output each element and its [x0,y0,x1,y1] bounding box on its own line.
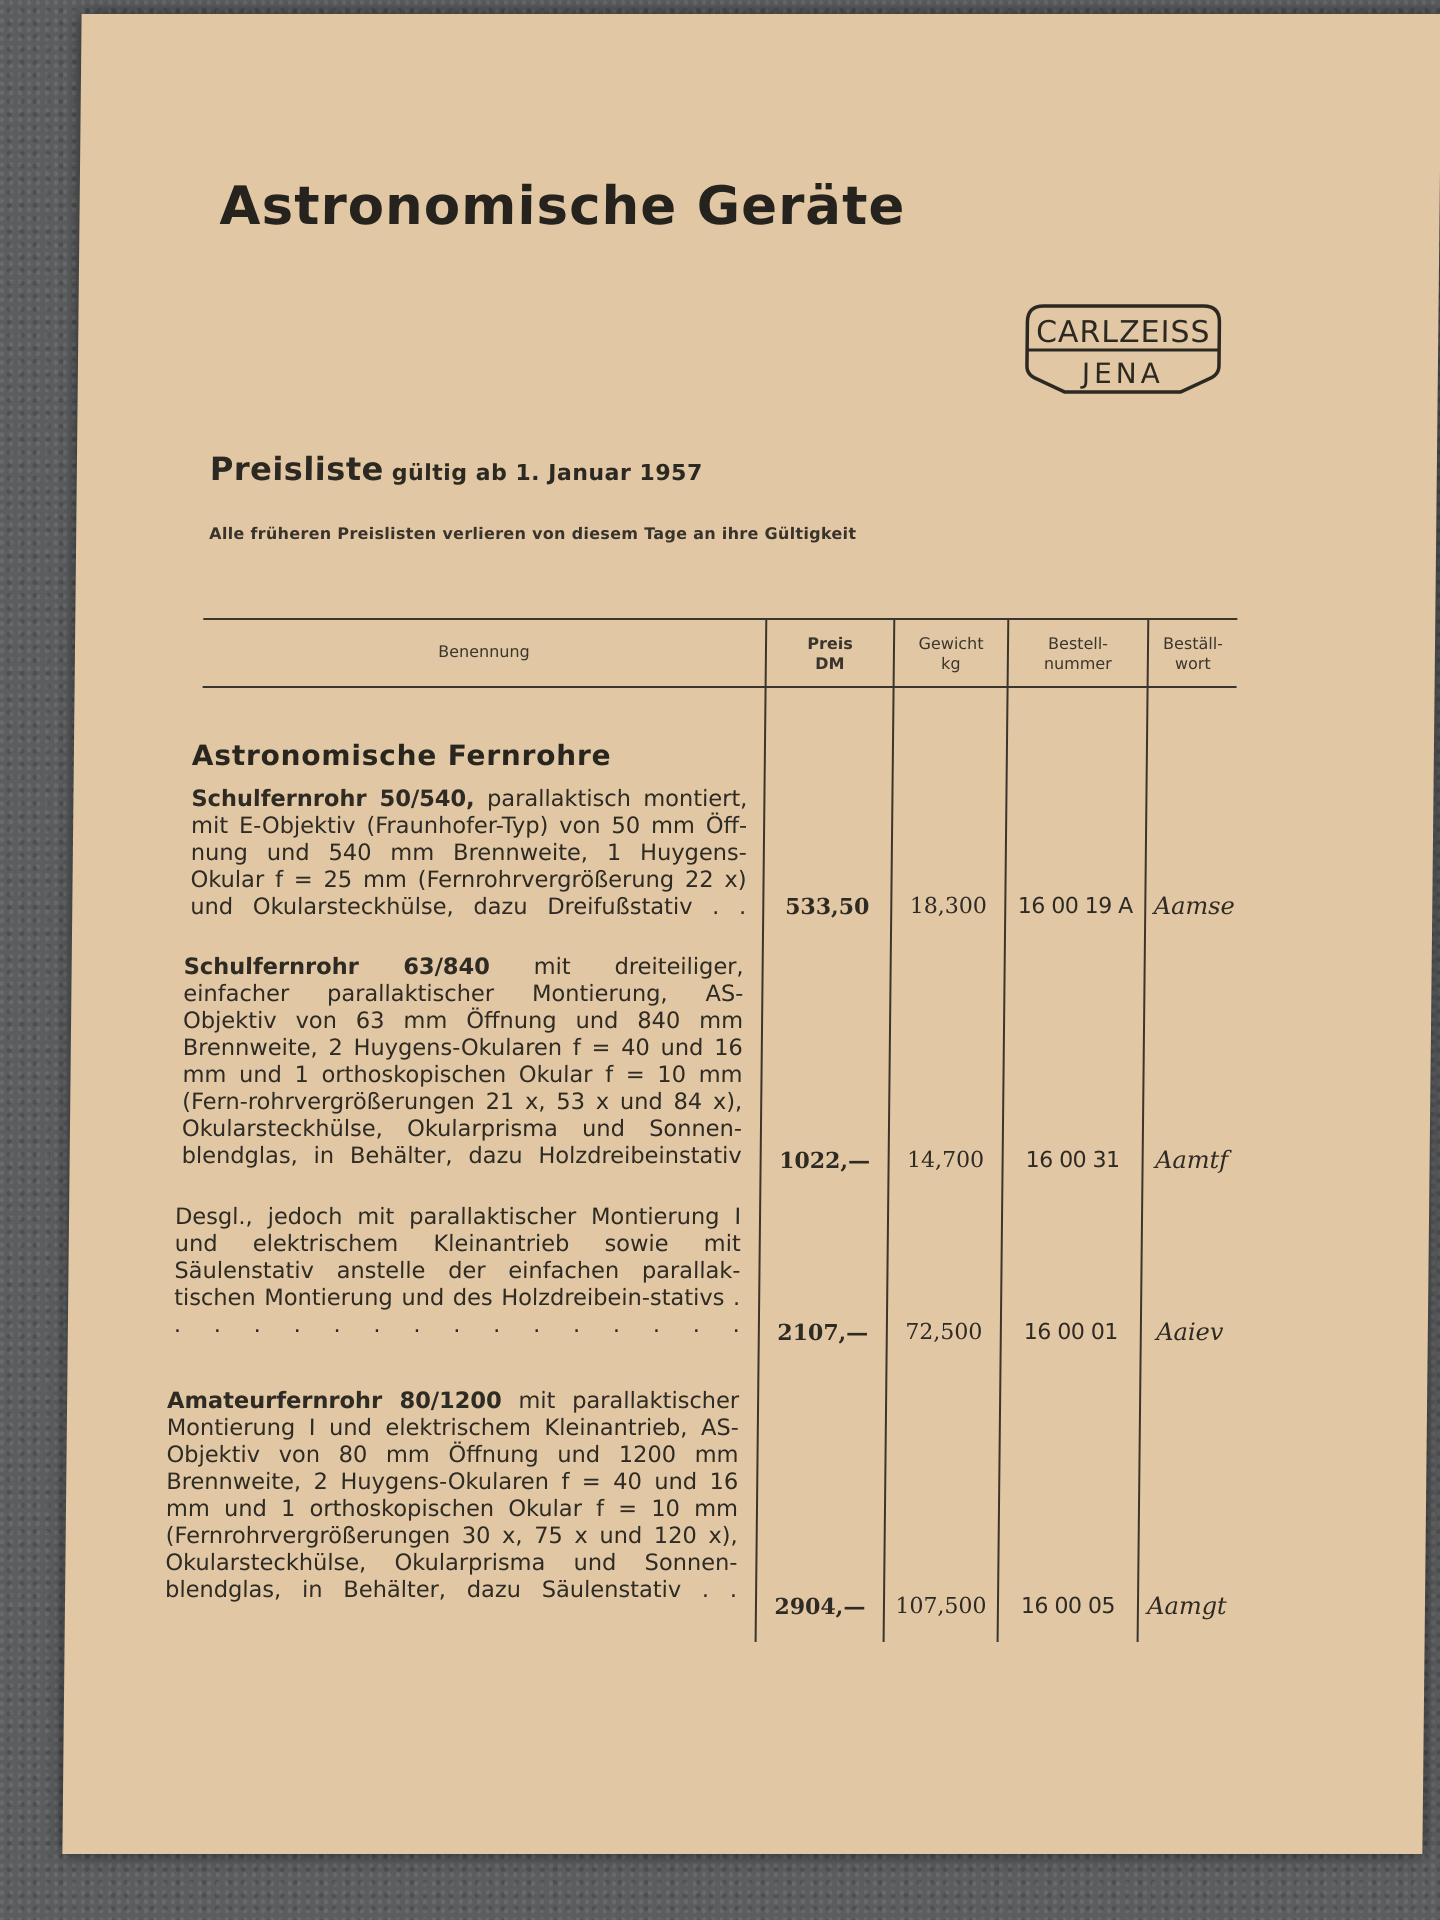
item-description: Desgl., jedoch mit parallaktischer Montierung I und elektrischem Kleinantrieb sowie mit Säulenstativ anstelle der einfachen parallak-tischen Montierung und des Holzdreibein-stativs . . . . . . . . . . . . . . . . [173,1204,742,1338]
table-top-rule [203,618,1237,620]
document-title: Astronomische Geräte [219,176,906,237]
item-weight: 72,500 [905,1320,983,1345]
item-price: 1022,— [779,1148,871,1174]
logo-line-1: CARLZEISS [1035,315,1211,350]
item-price: 533,50 [785,894,870,920]
item-order-number: 16 00 31 [1025,1148,1120,1173]
item-order-word: Aaiev [1156,1318,1224,1346]
item-description: Amateurfernrohr 80/1200 mit parallaktischer Montierung I und elektrischem Kleinantrieb, AS-Objektiv von 80 mm Öffnung und 1200 mm Brennweite, 2 Huygens-Okularen f = 40 und 16 mm und 1 orthoskopischen Okular f = 10 mm (Fernrohrvergrößerungen 30 x, 75 x und 120 x), Okularsteckhülse, Okularprisma und Sonnen-blendglas, in Behälter, dazu Säulenstativ . . [164,1388,740,1603]
column-divider [997,620,1010,1642]
section-heading: Astronomische Fernrohre [191,739,612,772]
header-weight: Gewicht kg [918,634,984,673]
item-weight: 14,700 [906,1148,985,1173]
item-order-word: Aamtf [1155,1146,1229,1174]
table-header-rule [203,686,1237,688]
column-divider [883,620,896,1642]
header-order-word: Beställ- wort [1162,634,1224,673]
header-price: Preis DM [807,634,853,673]
item-order-word: Aamgt [1147,1592,1227,1620]
item-order-number: 16 00 19 A [1017,894,1133,919]
header-order-number: Bestell- nummer [1043,634,1112,673]
carl-zeiss-jena-logo [1013,300,1234,396]
column-divider [755,620,768,1642]
item-order-number: 16 00 01 [1023,1320,1118,1345]
item-price: 2904,— [774,1594,866,1620]
pricelist-label: Preisliste [209,450,385,488]
column-divider [1137,620,1150,1642]
logo-line-2: JENA [1081,357,1165,390]
item-weight: 107,500 [895,1594,987,1619]
item-description: Schulfernrohr 50/540, parallaktisch montiert, mit E-Objektiv (Fraunhofer-Typ) von 50 mm Öff-nung und 540 mm Brennweite, 1 Huygens-Okular f = 25 mm (Fernrohrvergrößerung 22 x) und Okularsteckhülse, dazu Dreifußstativ . . [190,786,748,920]
pricelist-heading [210,450,703,488]
item-description: Schulfernrohr 63/840 mit dreiteiliger, einfacher parallaktischer Montierung, AS-Objektiv von 63 mm Öffnung und 840 mm Brennweite, 2 Huygens-Okularen f = 40 und 16 mm und 1 orthoskopischen Okular f = 10 mm (Fern-rohrvergrößerungen 21 x, 53 x und 84 x), Okularsteckhülse, Okularprisma und Sonnen-blendglas, in Behälter, dazu Holzdreibeinstativ [181,954,744,1169]
pricelist-validity: gültig ab 1. Januar 1957 [391,461,703,486]
price-list-sheet [62,14,1440,1854]
item-weight: 18,300 [909,894,987,919]
validity-notice: Alle früheren Preislisten verlieren von diesem Tage an ihre Gültigkeit [209,524,857,543]
item-order-number: 16 00 05 [1020,1594,1116,1619]
header-name: Benennung [438,642,530,661]
item-price: 2107,— [777,1320,869,1346]
item-order-word: Aamse [1153,892,1235,920]
